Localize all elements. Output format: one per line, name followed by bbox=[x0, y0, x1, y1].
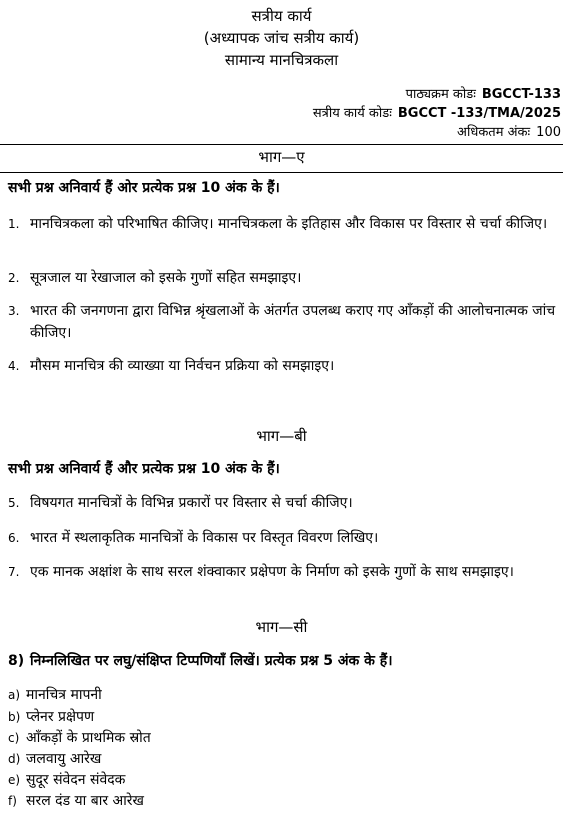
part-c-title: भाग—सी bbox=[255, 618, 308, 636]
sub-item bbox=[8, 685, 102, 705]
question-text: भारत की जनगणना द्वारा विभिन्न श्रृंखलाओं के अंतर्गत उपलब्ध कराए गए आँकड़ों की आलोचनात्मक जांच कीजिए। bbox=[30, 303, 556, 341]
question-item bbox=[8, 527, 556, 549]
assignment-code-label: सत्रीय कार्य कोडः bbox=[312, 106, 392, 121]
question-text: भारत में स्थलाकृतिक मानचित्रों के विकास पर विस्तृत विवरण लिखिए। bbox=[30, 530, 379, 546]
question-text: मौसम मानचित्र की व्याख्या या निर्वचन प्रक्रिया को समझाइए। bbox=[30, 358, 335, 374]
sub-item bbox=[8, 770, 125, 790]
sub-item-text: आँकड़ों के प्राथमिक स्रोत bbox=[26, 730, 151, 746]
subject-title: सामान्य मानचित्रकला bbox=[224, 51, 339, 69]
course-code-line bbox=[406, 86, 561, 104]
question-text: मानचित्रकला को परिभाषित कीजिए। मानचित्रकला के इतिहास और विकास पर विस्तार से चर्चा कीजिए। bbox=[30, 216, 548, 232]
part-c-question bbox=[8, 651, 393, 671]
part-b-title: भाग—बी bbox=[256, 427, 307, 445]
divider-line bbox=[0, 172, 563, 173]
question-number: 7. bbox=[8, 565, 20, 579]
part-b-instruction: सभी प्रश्न अनिवार्य हैं और प्रत्येक प्रश्न 10 अंक के हैं। bbox=[8, 461, 280, 477]
sub-item bbox=[8, 791, 144, 811]
max-marks-value: 100 bbox=[536, 125, 561, 140]
sub-item bbox=[8, 749, 101, 769]
question-number: 4. bbox=[8, 359, 20, 373]
question-item bbox=[8, 267, 556, 289]
question-number: 1. bbox=[8, 217, 20, 231]
question-item bbox=[8, 300, 556, 344]
question-text: विषयगत मानचित्रों के विभिन्न प्रकारों पर विस्तार से चर्चा कीजिए। bbox=[30, 495, 353, 511]
part-a-title: भाग—ए bbox=[258, 148, 305, 166]
question-item bbox=[8, 492, 556, 514]
question-text: निम्नलिखित पर लघु/संक्षिप्त टिप्पणियाँ लिखें। प्रत्येक प्रश्न 5 अंक के हैं। bbox=[30, 653, 393, 669]
doc-title: सत्रीय कार्य bbox=[251, 7, 312, 25]
assignment-code-line bbox=[313, 105, 561, 123]
question-text: सूत्रजाल या रेखाजाल को इसके गुणों सहित समझाइए। bbox=[30, 270, 302, 286]
sub-item-text: सरल दंड या बार आरेख bbox=[26, 793, 144, 809]
sub-item-label: e) bbox=[8, 773, 21, 787]
question-number: 3. bbox=[8, 304, 20, 318]
sub-item-text: जलवायु आरेख bbox=[26, 751, 102, 767]
question-number: 2. bbox=[8, 271, 20, 285]
sub-item-label: a) bbox=[8, 688, 21, 702]
question-number: 5. bbox=[8, 496, 20, 510]
question-number: 8) bbox=[8, 653, 25, 669]
question-item bbox=[8, 213, 556, 235]
sub-item bbox=[8, 707, 94, 727]
assignment-code-value: BGCCT -133/TMA/2025 bbox=[397, 106, 561, 121]
divider-line bbox=[0, 144, 563, 145]
question-text: एक मानक अक्षांश के साथ सरल शंक्वाकार प्रक्षेपण के निर्माण को इसके गुणों के साथ समझाइए। bbox=[30, 564, 514, 580]
sub-item bbox=[8, 728, 151, 748]
sub-item-label: d) bbox=[8, 752, 21, 766]
sub-item-label: c) bbox=[8, 731, 20, 745]
sub-item-text: सुदूर संवेदन संवेदक bbox=[26, 772, 126, 788]
sub-item-label: f) bbox=[8, 794, 17, 808]
question-item bbox=[8, 561, 556, 583]
course-code-value: BGCCT-133 bbox=[481, 87, 561, 102]
max-marks-label: अधिकतम अंकः bbox=[457, 125, 531, 140]
sub-item-text: प्लेनर प्रक्षेपण bbox=[26, 709, 95, 725]
sub-item-label: b) bbox=[8, 710, 21, 724]
question-item bbox=[8, 355, 556, 377]
sub-item-text: मानचित्र मापनी bbox=[26, 687, 102, 703]
question-number: 6. bbox=[8, 531, 20, 545]
course-code-label: पाठ्यक्रम कोडः bbox=[405, 87, 476, 102]
doc-subtitle: (अध्यापक जांच सत्रीय कार्य) bbox=[203, 29, 360, 47]
max-marks-line bbox=[457, 124, 561, 142]
part-a-instruction: सभी प्रश्न अनिवार्य हैं ओर प्रत्येक प्रश्न 10 अंक के हैं। bbox=[8, 180, 280, 196]
